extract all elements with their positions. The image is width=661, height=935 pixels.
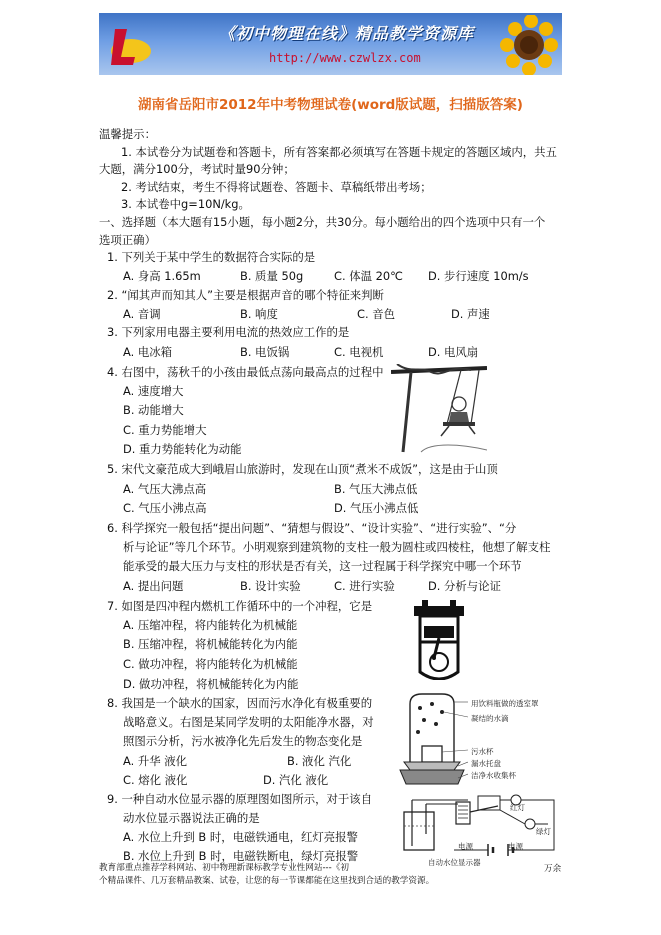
option: D. 做功冲程，将机械能转化为内能 (123, 677, 299, 691)
question-stem: 7. 如图是四冲程内燃机工作循环中的一个冲程，它是 (107, 599, 373, 613)
header-banner (99, 13, 562, 75)
purifier-figure (396, 690, 468, 786)
option: A. 提出问题 (123, 579, 184, 593)
water-level-circuit-figure (398, 790, 558, 856)
sunflower-icon (491, 15, 561, 75)
question-stem: 2. “闻其声而知其人”主要是根据声音的哪个特征来判断 (107, 288, 384, 302)
engine-figure (412, 600, 466, 680)
page-title: 湖南省岳阳市2012年中考物理试卷(word版试题，扫描版答案) (138, 97, 523, 113)
figure-caption: 自动水位显示器 (428, 858, 481, 867)
option: A. 气压大沸点高 (123, 482, 207, 496)
option: B. 液化 汽化 (287, 754, 352, 768)
option: B. 气压大沸点低 (334, 482, 418, 496)
option: A. 升华 液化 (123, 754, 188, 768)
question-stem: 动水位显示器说法正确的是 (123, 811, 260, 825)
footer (99, 862, 434, 888)
green-lamp-label: 绿灯 (536, 827, 551, 836)
figure-label: 漏水托盘 (471, 759, 501, 768)
option: C. 气压小沸点高 (123, 501, 207, 515)
option: D. 汽化 液化 (263, 773, 329, 787)
option: D. 电风扇 (428, 345, 479, 359)
option: D. 重力势能转化为动能 (123, 442, 242, 456)
option: C. 做功冲程，将内能转化为机械能 (123, 657, 298, 671)
power-supply-label: 电源 (458, 842, 473, 851)
figure-label: 污水杯 (471, 747, 494, 756)
question-stem: 9. 一种自动水位显示器的原理图如图所示，对于该自 (107, 792, 373, 806)
notice-heading: 温馨提示： (99, 127, 156, 141)
banner-title: 《初中物理在线》精品教学资源库 (219, 24, 475, 43)
option: C. 音色 (357, 307, 395, 321)
notice-item: 大题，满分100分，考试时量90分钟； (99, 162, 295, 176)
option: D. 分析与论证 (428, 579, 501, 593)
swing-figure (391, 364, 487, 454)
question-stem: 5. 宋代文豪范成大到峨眉山旅游时，发现在山顶“煮米不成饭”，这是由于山顶 (107, 462, 498, 476)
footer-line: 教育部重点推荐学科网站、初中物理新课标教学专业性网站---《初 (99, 863, 349, 873)
option: C. 熔化 液化 (123, 773, 188, 787)
option: D. 气压小沸点低 (334, 501, 419, 515)
option: B. 压缩冲程，将机械能转化为内能 (123, 637, 298, 651)
option: C. 电视机 (334, 345, 384, 359)
figure-label: 用饮料瓶做的透室罩 (471, 699, 539, 708)
question-stem: 1. 下列关于某中学生的数据符合实际的是 (107, 250, 316, 264)
question-stem: 照图示分析，污水被净化先后发生的物态变化是 (123, 734, 363, 748)
option: A. 压缩冲程，将内能转化为机械能 (123, 618, 298, 632)
power-supply-label: 电源 (508, 842, 523, 851)
question-stem: 3. 下列家用电器主要利用电流的热效应工作的是 (107, 325, 350, 339)
notice-item: 3. 本试卷中g=10N/kg。 (121, 197, 250, 211)
option: D. 步行速度 10m/s (428, 269, 529, 283)
option: B. 动能增大 (123, 403, 184, 417)
option: A. 音调 (123, 307, 161, 321)
section-heading: 选项正确） (99, 233, 156, 247)
question-stem: 4. 右图中，荡秋千的小孩由最低点荡向最高点的过程中 (107, 365, 384, 379)
option: B. 电饭锅 (240, 345, 290, 359)
option: C. 体温 20℃ (334, 269, 403, 283)
option: B. 响度 (240, 307, 278, 321)
question-stem: 8. 我国是一个缺水的国家，因而污水净化有极重要的 (107, 696, 373, 710)
option: B. 水位上升到 B 时，电磁铁断电，绿灯亮报警 (123, 849, 359, 863)
footer-line-right: 万余 (544, 864, 562, 874)
option: A. 速度增大 (123, 384, 184, 398)
footer-line: 个精品课件、几万套精品教案、试卷，让您的每一节课都能在这里找到合适的教学资源。 (99, 876, 435, 886)
option: C. 重力势能增大 (123, 423, 207, 437)
notice-item: 1. 本试卷分为试题卷和答题卡，所有答案都必须填写在答题卡规定的答题区域内，共五 (121, 145, 557, 159)
notice-item: 2. 考试结束，考生不得将试题卷、答题卡、草稿纸带出考场； (121, 180, 432, 194)
option: C. 进行实验 (334, 579, 395, 593)
red-lamp-label: 红灯 (510, 803, 525, 812)
question-stem: 战略意义。右图是某同学发明的太阳能净水器，对 (123, 715, 374, 729)
question-stem: 6. 科学探究一般包括“提出问题”、“猜想与假设”、“设计实验”、“进行实验”、“分 (107, 521, 517, 535)
option: B. 设计实验 (240, 579, 301, 593)
site-logo-icon (105, 21, 153, 69)
option: A. 水位上升到 B 时，电磁铁通电，红灯亮报警 (123, 830, 358, 844)
question-stem: 析与论证”等几个环节。小明观察到建筑物的支柱一般为圆柱或四棱柱，他想了解支柱 (123, 540, 551, 554)
option: A. 电冰箱 (123, 345, 173, 359)
option: B. 质量 50g (240, 269, 304, 283)
banner-url[interactable]: http://www.czwlzx.com (269, 51, 421, 65)
option: D. 声速 (451, 307, 490, 321)
question-stem: 能承受的最大压力与支柱的形状是否有关，这一过程属于科学探究中哪一个环节 (123, 559, 522, 573)
section-heading: 一、选择题（本大题有15小题，每小题2分，共30分。每小题给出的四个选项中只有一个 (99, 215, 546, 229)
figure-label: 凝结的水滴 (471, 714, 509, 723)
option: A. 身高 1.65m (123, 269, 201, 283)
figure-label: 洁净水收集杯 (471, 771, 516, 780)
